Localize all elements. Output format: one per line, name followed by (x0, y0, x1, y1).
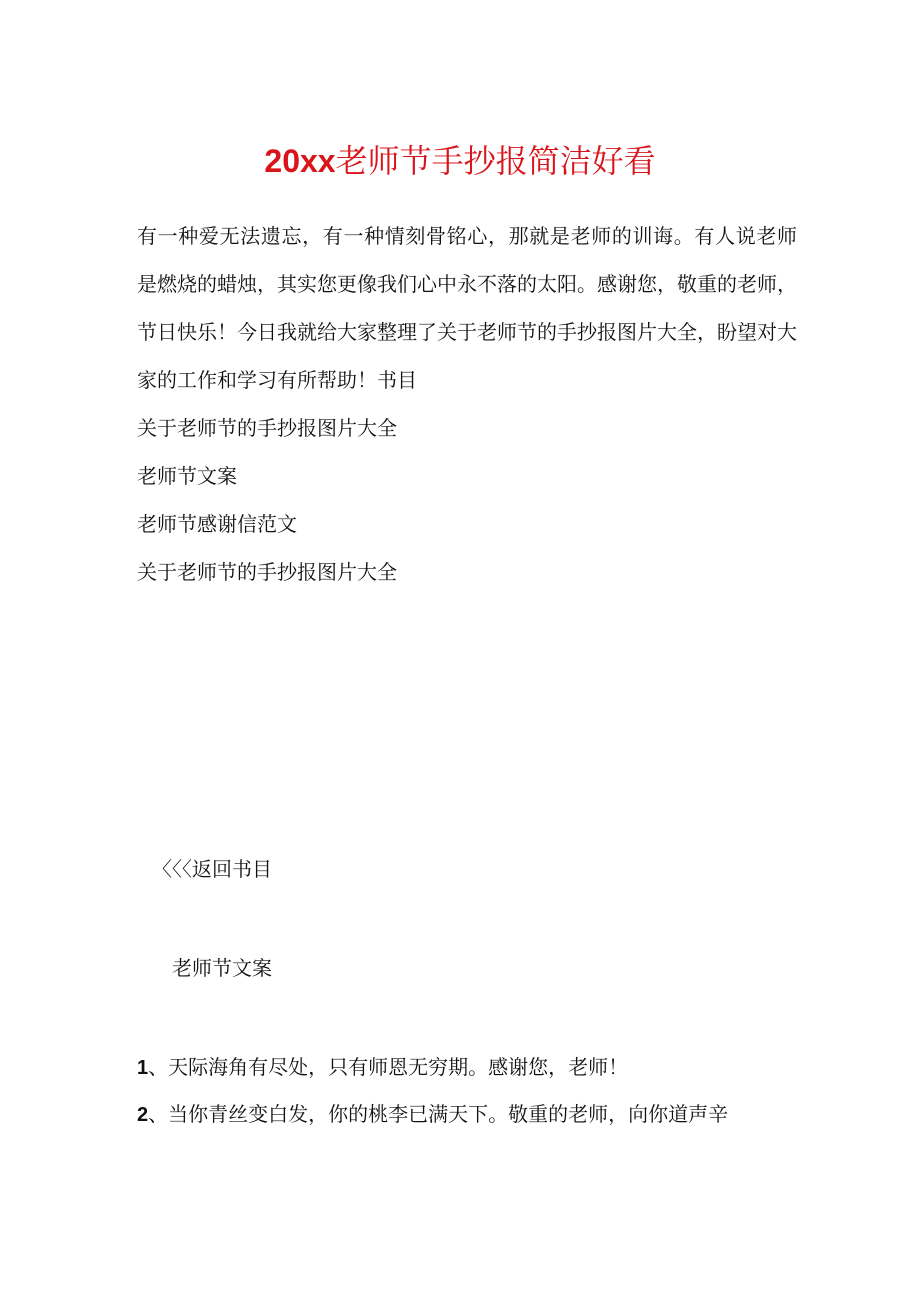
intro-paragraph (137, 212, 797, 404)
intro-line: 有一种爱无法遗忘，有一种情刻骨铭心，那就是老师的训诲。有人说老师 (137, 224, 797, 248)
section-heading: 老师节文案 (172, 956, 272, 980)
intro-line: 节日快乐！今日我就给大家整理了关于老师节的手抄报图片大全，盼望对大 (137, 320, 797, 344)
list-item-number: 2 (137, 1104, 149, 1126)
page-title (0, 140, 920, 182)
toc-item-2[interactable]: 老师节文案 (137, 464, 237, 488)
list-item-text: 、当你青丝变白发，你的桃李已满天下。敬重的老师，向你道声辛 (148, 1102, 729, 1126)
back-to-toc-link[interactable]: 〈〈〈返回书目 (152, 857, 272, 881)
toc-item-3[interactable]: 老师节感谢信范文 (137, 512, 297, 536)
page-title-text: 老师节手抄报简洁好看 (335, 142, 656, 180)
list-item-text: 、天际海角有尽处，只有师恩无穷期。感谢您，老师！ (148, 1055, 629, 1079)
page-title-year: 20xx (264, 143, 336, 179)
list-item (137, 1096, 728, 1133)
toc-item-4[interactable]: 关于老师节的手抄报图片大全 (137, 560, 397, 584)
toc-item-1[interactable]: 关于老师节的手抄报图片大全 (137, 416, 397, 440)
list-item-number: 1 (137, 1057, 149, 1079)
list-item (137, 1049, 628, 1086)
intro-line: 家的工作和学习有所帮助！书目 (137, 368, 417, 392)
intro-line: 是燃烧的蜡烛，其实您更像我们心中永不落的太阳。感谢您，敬重的老师， (137, 272, 797, 296)
